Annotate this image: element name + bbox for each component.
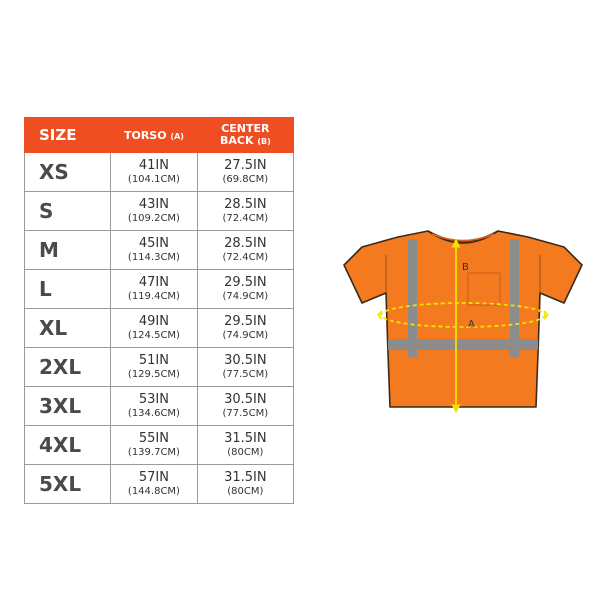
- torso-cell: [111, 387, 198, 426]
- back-in-value: 30.5IN: [224, 392, 267, 407]
- size-rows: [25, 153, 294, 504]
- center-back-cell: [197, 465, 293, 504]
- back-cm-value: (72.4CM): [222, 213, 269, 224]
- center-back-cell: [197, 153, 293, 192]
- torso-in-value: 47IN: [138, 275, 169, 290]
- torso-cell: [111, 192, 198, 231]
- back-cm-value: (80CM): [227, 447, 264, 458]
- back-in-value: 30.5IN: [224, 353, 267, 368]
- torso-cell: [111, 426, 198, 465]
- torso-in-value: 43IN: [138, 197, 169, 212]
- center-back-cell: [197, 192, 293, 231]
- size-row: [25, 192, 294, 231]
- torso-cm-value: (129.5CM): [127, 369, 180, 380]
- torso-cm-value: (134.6CM): [127, 408, 180, 419]
- header-back-label: BACK: [219, 133, 254, 147]
- header-row: [25, 118, 294, 153]
- torso-in-value: 57IN: [138, 470, 169, 485]
- header-torso-label: TORSO: [123, 128, 167, 142]
- center-back-cell: [197, 309, 293, 348]
- center-back-cell: [197, 348, 293, 387]
- header-size: [25, 118, 111, 153]
- center-back-cell: [197, 270, 293, 309]
- torso-cell: [111, 231, 198, 270]
- size-row: [25, 426, 294, 465]
- back-in-value: 29.5IN: [224, 275, 267, 290]
- torso-cell: [111, 348, 198, 387]
- torso-cell: [111, 309, 198, 348]
- chest-pocket-shape: [468, 273, 500, 305]
- back-in-value: 28.5IN: [224, 197, 267, 212]
- back-cm-value: (74.9CM): [222, 330, 269, 341]
- header-back-marker: (B): [257, 136, 271, 146]
- torso-in-value: 49IN: [138, 314, 169, 329]
- back-cm-value: (77.5CM): [222, 408, 269, 419]
- torso-cm-value: (114.3CM): [127, 252, 180, 263]
- size-row: [25, 465, 294, 504]
- back-in-value: 31.5IN: [224, 470, 267, 485]
- torso-cell: [111, 465, 198, 504]
- size-chart-table: [24, 117, 294, 504]
- torso-cell: [111, 270, 198, 309]
- center-back-cell: [197, 426, 293, 465]
- header-torso-marker: (A): [170, 131, 184, 141]
- torso-cm-value: (139.7CM): [127, 447, 180, 458]
- size-row: [25, 309, 294, 348]
- back-in-value: 31.5IN: [224, 431, 267, 446]
- size-row: [25, 387, 294, 426]
- torso-in-value: 53IN: [138, 392, 169, 407]
- header-center-back: [197, 118, 293, 153]
- torso-in-value: 55IN: [138, 431, 169, 446]
- torso-cm-value: (144.8CM): [127, 486, 180, 497]
- back-cm-value: (80CM): [227, 486, 264, 497]
- torso-in-value: 51IN: [138, 353, 169, 368]
- header-size-label: SIZE: [39, 126, 77, 144]
- back-cm-value: (72.4CM): [222, 252, 269, 263]
- back-in-value: 28.5IN: [224, 236, 267, 251]
- torso-in-value: 41IN: [138, 158, 169, 173]
- back-in-value: 29.5IN: [224, 314, 267, 329]
- size-label: XL: [25, 309, 111, 348]
- size-row: [25, 153, 294, 192]
- center-back-cell: [197, 231, 293, 270]
- torso-cm-value: (109.2CM): [127, 213, 180, 224]
- size-label: 5XL: [25, 465, 111, 504]
- header-center-label: CENTER: [221, 121, 270, 135]
- size-row: [25, 270, 294, 309]
- size-label: XS: [25, 153, 111, 192]
- size-label: 3XL: [25, 387, 111, 426]
- size-label: M: [25, 231, 111, 270]
- back-in-value: 27.5IN: [224, 158, 267, 173]
- back-cm-value: (74.9CM): [222, 291, 269, 302]
- label-b: B: [462, 262, 469, 273]
- shirt-diagram: [340, 225, 585, 425]
- torso-cell: [111, 153, 198, 192]
- torso-cm-value: (124.5CM): [127, 330, 180, 341]
- back-cm-value: (77.5CM): [222, 369, 269, 380]
- horizontal-reflective-band: [388, 339, 538, 350]
- torso-cm-value: (104.1CM): [127, 174, 180, 185]
- size-row: [25, 231, 294, 270]
- torso-cm-value: (119.4CM): [127, 291, 180, 302]
- header-torso: [111, 118, 198, 153]
- size-label: 2XL: [25, 348, 111, 387]
- size-label: L: [25, 270, 111, 309]
- tshirt-illustration: [340, 225, 585, 425]
- torso-in-value: 45IN: [138, 236, 169, 251]
- shirt-body-shape: [344, 231, 582, 407]
- label-a: A: [468, 319, 475, 330]
- back-cm-value: (69.8CM): [222, 174, 269, 185]
- size-label: S: [25, 192, 111, 231]
- size-row: [25, 348, 294, 387]
- size-label: 4XL: [25, 426, 111, 465]
- center-back-cell: [197, 387, 293, 426]
